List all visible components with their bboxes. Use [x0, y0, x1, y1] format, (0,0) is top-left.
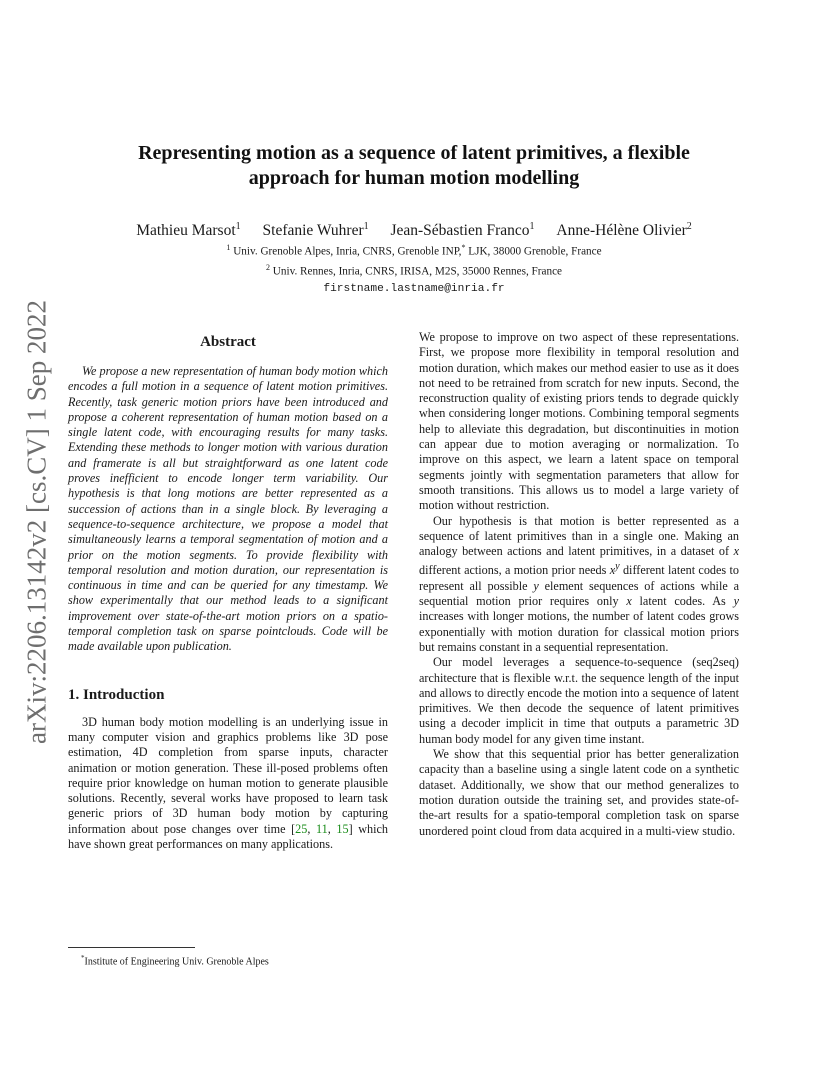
intro-paragraph: 3D human body motion modelling is an underlying issue in many computer vision and graphics problems like 3D pose estimation, 4D completion from sparse inputs, character animation or motion generation. These ill-posed problems often require prior knowledge on human motion to generate plausible solutions. Recently, several works have proposed to learn task generic priors of 3D human body motion by capturing information about pose changes over time [25, 11, 15] which have shown great performances on many applications.	[68, 714, 388, 852]
title-line-2: approach for human motion modelling	[248, 167, 580, 189]
author: Mathieu Marsot$^1$	[136, 221, 241, 240]
footnote: *Institute of Engineering Univ. Grenoble Alpes	[81, 954, 269, 968]
affiliation-1: $^1$ Univ. Grenoble Alpes, Inria, CNRS, Grenoble INP,* LJK, 38000 Grenoble, France	[226, 243, 602, 258]
body-paragraph: Our model leverages a sequence-to-sequence (seq2seq) architecture that is flexible w.r.t. the sequence length of the input and allows to directly encode the motion into a sequence of latent primitives. We then decode the sequence of latent primitives using a decoder implicit in time that outputs a parametric 3D human body model for any given time instant.	[419, 655, 739, 746]
author: Anne-Hélène Olivier$^2$	[556, 221, 692, 240]
affiliation-2: $^2$ Univ. Rennes, Inria, CNRS, IRISA, M2S, 35000 Rennes, France	[266, 263, 562, 278]
citation-link[interactable]: 25	[295, 821, 308, 836]
title-line-1: Representing motion as a sequence of latent primitives, a flexible	[138, 142, 690, 164]
arxiv-id-text: arXiv:2206.13142v2 [cs.CV] 1 Sep 2022	[21, 300, 52, 744]
right-column	[419, 330, 739, 839]
footnote-divider	[68, 947, 195, 948]
body-paragraph: Our hypothesis is that motion is better represented as a sequence of latent primitives than in a single one. Making an analogy between actions and latent primitives, in a dataset of x different actions, a motion prior needs $x^y$ different latent codes to represent all possible y element sequences of actions while a sequential motion prior requires only x latent codes. As y increases with longer motions, the number of latent codes grows exponentially with motion duration for classical motion priors but remains constant in a sequential representation.	[419, 513, 739, 654]
abstract-text: We propose a new representation of human body motion which encodes a full motion in a sequence of latent motion primitives. Recently, task generic motion priors have been introduced and propose a coherent representation of human motion based on a single latent code, with encouraging results for many tasks. Extending these methods to longer motion with various duration and framerate is all but straightforward as one latent code proves inefficient to encode longer term variability. Our hypothesis is that long motions are better represented as a succession of actions than in a single block. By leveraging a sequence-to-sequence architecture, we propose a model that simultaneously learns a temporal segmentation of motion and a prior on the motion segments. To provide flexibility with temporal resolution and motion duration, our representation is continuous in time and can be queried for any timestamp. We show experimentally that our method leads to a significant improvement over state-of-the-art motion priors on a spatio-temporal completion task on sparse pointclouds. Code will be made available upon publication.	[68, 364, 388, 654]
paper-title	[60, 141, 768, 191]
author-list	[60, 217, 768, 241]
citation-link[interactable]: 11	[315, 821, 328, 836]
body-paragraph: We show that this sequential prior has better generalization capacity than a baseline using a single latent code on a synthetic dataset. Additionally, we show that our method generalizes to motion duration outside the training set, and provides state-of-the-art results for a spatio-temporal completion task on sparse unordered point cloud from data acquired in a multi-view studio.	[419, 747, 739, 838]
author-email: firstname.lastname@inria.fr	[323, 283, 505, 295]
body-paragraph: We propose to improve on two aspect of these representations. First, we propose more flexibility in temporal resolution and motion duration, which makes our method easier to use as it does not need to be retrained from scratch for new inputs. Second, the reconstruction quality of existing priors tends to degrade quickly when considering longer motions. Combining temporal segments help to alleviate this degradation, but discontinuities in motion can appear due to motion averaging or normalization. To improve on this aspect, we learn a latent space on temporal segments jointly with segmentation parameters that allow for smooth transitions. This allows us to model a large variety of motion without restriction.	[419, 330, 739, 513]
section-heading-introduction: 1. Introduction	[68, 686, 165, 703]
citation-link[interactable]: 15	[336, 821, 349, 836]
left-column	[68, 330, 388, 852]
abstract-heading: Abstract	[200, 334, 256, 350]
author: Jean-Sébastien Franco$^1$	[390, 221, 535, 240]
arxiv-identifier-stamp	[22, 292, 52, 752]
author: Stefanie Wuhrer$^1$	[262, 221, 369, 240]
